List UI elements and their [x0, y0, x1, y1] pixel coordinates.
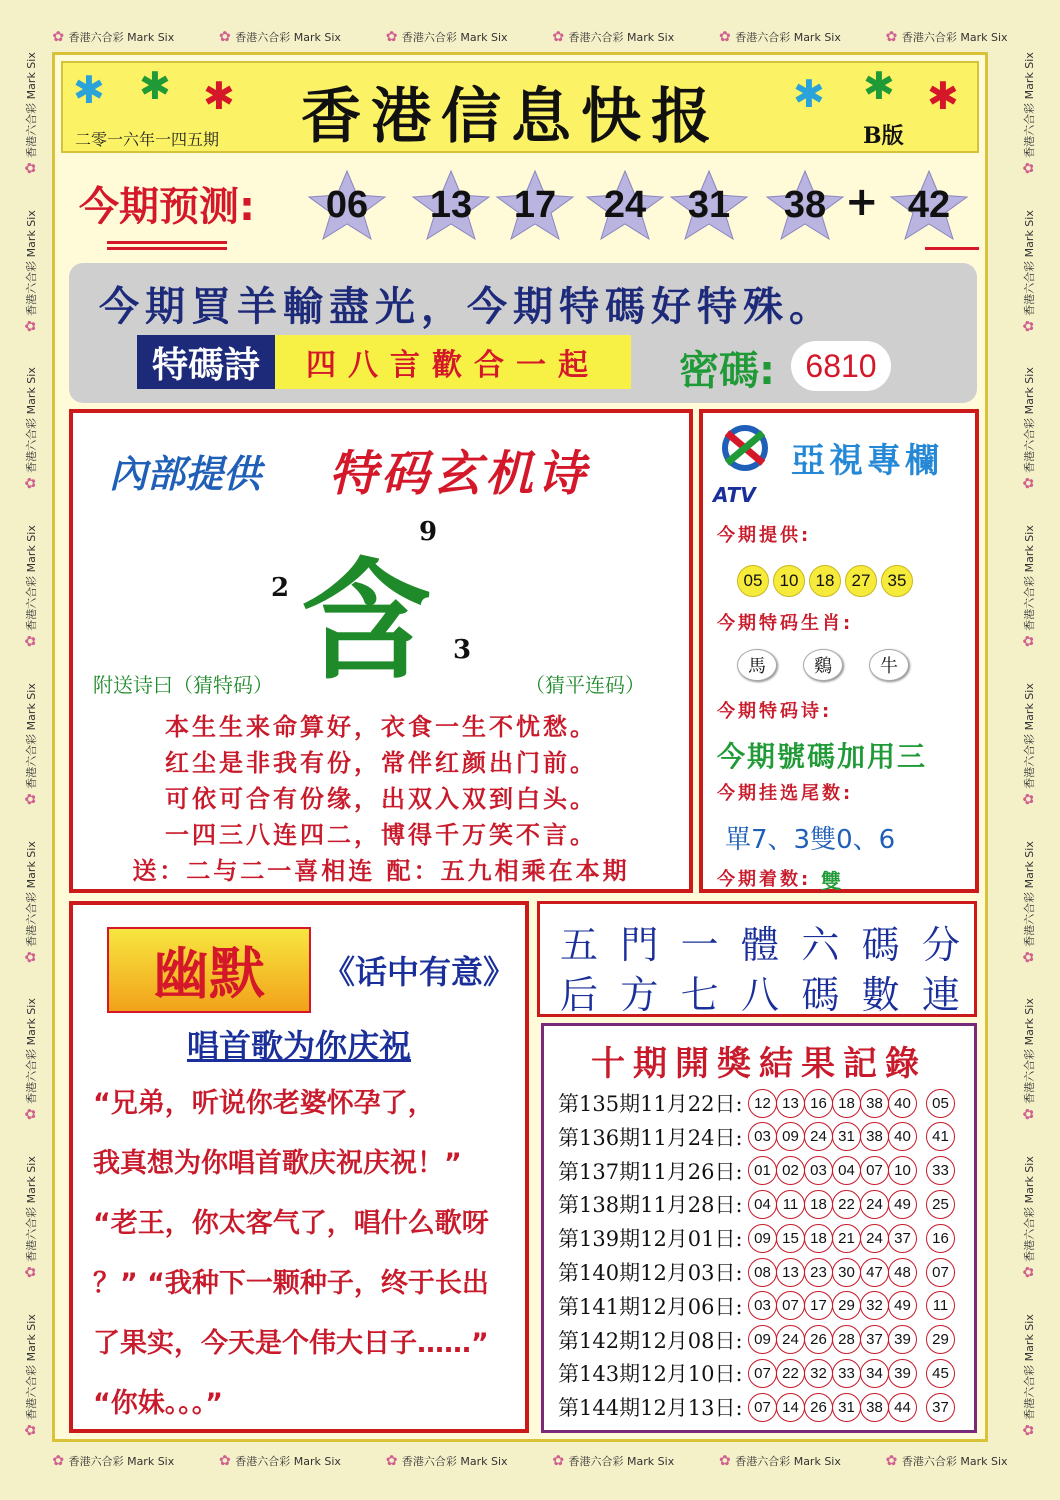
- draw-numbers: [748, 1089, 916, 1118]
- result-ball: 08: [748, 1258, 777, 1287]
- draw-numbers: [748, 1393, 916, 1422]
- result-ball: 39: [888, 1359, 917, 1388]
- watermark-text: ✿ 香港六合彩 Mark Six: [386, 1453, 508, 1469]
- result-ball: 49: [888, 1291, 917, 1320]
- special-ball: 33: [926, 1156, 955, 1185]
- prediction-number: [669, 169, 749, 241]
- result-ball: 48: [888, 1258, 917, 1287]
- table-row: [558, 1325, 954, 1355]
- result-ball: 16: [804, 1089, 833, 1118]
- gates-char: 碼: [861, 923, 900, 967]
- special-ball: 11: [926, 1291, 955, 1320]
- result-ball: 09: [748, 1224, 777, 1253]
- result-ball: 22: [832, 1190, 861, 1219]
- gates-char: 分: [921, 923, 960, 967]
- result-ball: 04: [832, 1156, 861, 1185]
- code-label: 密碼:: [679, 348, 775, 394]
- gates-char: 七: [680, 973, 719, 1017]
- result-ball: 10: [888, 1156, 917, 1185]
- header: [61, 61, 979, 153]
- zodiac-ball: 鷄: [803, 649, 843, 681]
- slogan-banner: [69, 263, 977, 403]
- verse-line: 可依可合有份缘，出双入双到白头。: [165, 785, 597, 813]
- draw-numbers: [748, 1156, 916, 1185]
- result-ball: 03: [748, 1291, 777, 1320]
- result-ball: 22: [776, 1359, 805, 1388]
- riddle-label: 內部提供: [109, 452, 262, 496]
- result-ball: 28: [832, 1325, 861, 1354]
- prediction-number: [307, 169, 387, 241]
- result-ball: 26: [804, 1325, 833, 1354]
- watermark-text: ✿ 香港六合彩 Mark Six: [23, 695, 39, 805]
- number-ball: 35: [881, 565, 913, 597]
- riddle-character: 含: [301, 545, 432, 697]
- gates-line: [560, 914, 960, 969]
- flower-icon: ✱: [793, 72, 825, 116]
- result-ball: 37: [888, 1224, 917, 1253]
- result-ball: 24: [860, 1190, 889, 1219]
- watermark-bottom: [30, 1446, 1030, 1476]
- draw-numbers: [748, 1359, 916, 1388]
- result-ball: 32: [860, 1291, 889, 1320]
- result-ball: 18: [804, 1190, 833, 1219]
- draw-date: 第143期12月10日:: [558, 1362, 743, 1387]
- result-ball: 15: [776, 1224, 805, 1253]
- flower-icon: ✱: [139, 64, 171, 108]
- humor-badge: 幽默: [107, 927, 311, 1013]
- zodiac-list: [737, 649, 909, 681]
- riddle-digit-top: 9: [419, 517, 438, 547]
- watermark-text: ✿ 香港六合彩 Mark Six: [52, 29, 174, 45]
- special-ball: 07: [926, 1258, 955, 1287]
- atv-poem-label: 今期特码诗:: [717, 701, 833, 722]
- bonus-label: 附送诗曰（猜特码）: [93, 673, 273, 697]
- watermark-text: ✿ 香港六合彩 Mark Six: [23, 537, 39, 647]
- watermark-text: ✿ 香港六合彩 Mark Six: [23, 853, 39, 963]
- result-ball: 33: [832, 1359, 861, 1388]
- atv-logo-text: ATV: [713, 483, 756, 507]
- watermark-left: [16, 40, 46, 1460]
- number-text: 06: [325, 183, 369, 226]
- draw-numbers: [748, 1122, 916, 1151]
- result-ball: 07: [776, 1291, 805, 1320]
- watermark-text: ✿ 香港六合彩 Mark Six: [552, 29, 674, 45]
- result-ball: 38: [860, 1122, 889, 1151]
- table-row: [558, 1358, 954, 1388]
- watermark-text: ✿ 香港六合彩 Mark Six: [552, 1453, 674, 1469]
- main-panel: [52, 52, 988, 1442]
- atv-poem: 今期號碼加用三: [717, 740, 928, 773]
- flower-icon: ✱: [73, 68, 105, 112]
- watermark-top: [30, 22, 1030, 52]
- watermark-text: ✿ 香港六合彩 Mark Six: [719, 1453, 841, 1469]
- number-ball: 10: [773, 565, 805, 597]
- result-ball: 03: [804, 1156, 833, 1185]
- verse-line: 本生生来命算好，衣食一生不忧愁。: [165, 713, 597, 741]
- special-ball: 25: [926, 1190, 955, 1219]
- zodiac-label: 今期特码生肖:: [717, 613, 854, 634]
- gates-char: 門: [620, 923, 659, 967]
- flower-icon: ✱: [863, 64, 895, 108]
- result-ball: 18: [832, 1089, 861, 1118]
- draw-date: 第139期12月01日:: [558, 1227, 743, 1252]
- watermark-text: ✿ 香港六合彩 Mark Six: [1021, 1168, 1037, 1278]
- result-ball: 37: [860, 1325, 889, 1354]
- result-ball: 07: [748, 1359, 777, 1388]
- result-ball: 18: [804, 1224, 833, 1253]
- humor-line: 我真想为你唱首歌庆祝庆祝！”: [93, 1148, 462, 1179]
- prediction-number: [411, 169, 491, 241]
- result-ball: 49: [888, 1190, 917, 1219]
- verse-line: 红尘是非我有份，常伴红颜出门前。: [165, 749, 597, 777]
- prediction-number: [585, 169, 665, 241]
- table-row: [558, 1156, 954, 1186]
- draw-date: 第141期12月06日:: [558, 1294, 743, 1319]
- result-ball: 24: [860, 1224, 889, 1253]
- result-ball: 29: [832, 1291, 861, 1320]
- special-ball: 29: [926, 1325, 955, 1354]
- humor-subtitle: 《话中有意》: [323, 953, 516, 991]
- gates-char: 后: [560, 973, 599, 1017]
- humor-title: 唱首歌为你庆祝: [186, 1027, 411, 1065]
- gates-line: [560, 964, 960, 1019]
- result-ball: 12: [748, 1089, 777, 1118]
- dual-label: 今期着数:: [717, 869, 812, 890]
- number-text: 24: [603, 183, 647, 226]
- number-text: 31: [687, 183, 731, 226]
- table-row: [558, 1189, 954, 1219]
- watermark-text: ✿ 香港六合彩 Mark Six: [219, 29, 341, 45]
- divider: [107, 247, 227, 250]
- riddle-box: [69, 409, 693, 893]
- special-ball: 45: [926, 1359, 955, 1388]
- special-ball: 41: [926, 1122, 955, 1151]
- result-ball: 04: [748, 1190, 777, 1219]
- number-ball: 27: [845, 565, 877, 597]
- result-ball: 07: [860, 1156, 889, 1185]
- five-gates-box: [537, 901, 977, 1017]
- table-row: [558, 1088, 954, 1118]
- humor-line: “老王，你太客气了，唱什么歌呀: [93, 1208, 489, 1239]
- provide-label: 今期提供:: [717, 525, 812, 546]
- gates-char: 五: [560, 923, 599, 967]
- slogan: 今期買羊輸盡光，今期特碼好特殊。: [99, 284, 835, 330]
- watermark-text: ✿ 香港六合彩 Mark Six: [23, 1168, 39, 1278]
- page-title: 香港信息快报: [301, 82, 721, 152]
- humor-line: ？” “我种下一颗种子，终于长出: [93, 1268, 489, 1299]
- result-ball: 26: [804, 1393, 833, 1422]
- tail-value: 單7、3雙0、6: [725, 825, 896, 855]
- zodiac-ball: 馬: [737, 649, 777, 681]
- result-ball: 31: [832, 1393, 861, 1422]
- result-ball: 47: [860, 1258, 889, 1287]
- result-ball: 34: [860, 1359, 889, 1388]
- bonus-label: （猜平连码）: [525, 673, 645, 697]
- number-text: 42: [907, 183, 951, 226]
- gates-char: 方: [620, 973, 659, 1017]
- result-ball: 11: [776, 1190, 805, 1219]
- result-ball: 32: [804, 1359, 833, 1388]
- watermark-text: ✿ 香港六合彩 Mark Six: [1021, 64, 1037, 174]
- gates-char: 體: [740, 923, 779, 967]
- result-ball: 44: [888, 1393, 917, 1422]
- table-row: [558, 1291, 954, 1321]
- result-ball: 23: [804, 1258, 833, 1287]
- watermark-text: ✿ 香港六合彩 Mark Six: [23, 1010, 39, 1120]
- results-box: [541, 1023, 977, 1433]
- draw-numbers: [748, 1258, 916, 1287]
- code-value: 6810: [791, 341, 891, 391]
- humor-line: 了果实，今天是个伟大日子……”: [93, 1328, 489, 1359]
- result-ball: 24: [776, 1325, 805, 1354]
- watermark-text: ✿ 香港六合彩 Mark Six: [719, 29, 841, 45]
- atv-logo-icon: [713, 423, 777, 473]
- gates-char: 八: [740, 973, 779, 1017]
- watermark-text: ✿ 香港六合彩 Mark Six: [1021, 379, 1037, 489]
- verse-line: 一四三八连四二，博得千万笑不言。: [165, 821, 597, 849]
- watermark-text: ✿ 香港六合彩 Mark Six: [886, 29, 1008, 45]
- watermark-text: ✿ 香港六合彩 Mark Six: [23, 222, 39, 332]
- watermark-text: ✿ 香港六合彩 Mark Six: [386, 29, 508, 45]
- draw-numbers: [748, 1190, 916, 1219]
- atv-column: [699, 409, 979, 893]
- plus-sign: +: [845, 179, 879, 225]
- riddle-digit-bottom: 3: [453, 635, 472, 665]
- edition-label: B版: [863, 123, 904, 149]
- prediction-number: [765, 169, 845, 241]
- table-row: [558, 1257, 954, 1287]
- result-ball: 09: [748, 1325, 777, 1354]
- result-ball: 13: [776, 1089, 805, 1118]
- poem-label: 特碼詩: [137, 335, 275, 389]
- result-ball: 02: [776, 1156, 805, 1185]
- result-ball: 38: [860, 1393, 889, 1422]
- table-row: [558, 1392, 954, 1422]
- special-ball: 37: [926, 1393, 955, 1422]
- special-ball: 16: [926, 1224, 955, 1253]
- table-row: [558, 1223, 954, 1253]
- issue-number: 二零一六年一四五期: [75, 130, 220, 149]
- watermark-text: ✿ 香港六合彩 Mark Six: [219, 1453, 341, 1469]
- divider: [107, 241, 227, 244]
- watermark-text: ✿ 香港六合彩 Mark Six: [1021, 537, 1037, 647]
- draw-date: 第137期11月26日:: [558, 1159, 743, 1184]
- flower-icon: ✱: [927, 74, 959, 118]
- result-ball: 30: [832, 1258, 861, 1287]
- watermark-text: ✿ 香港六合彩 Mark Six: [23, 379, 39, 489]
- result-ball: 03: [748, 1122, 777, 1151]
- dual-value: 雙: [821, 869, 841, 893]
- draw-date: 第136期11月24日:: [558, 1125, 743, 1150]
- watermark-text: ✿ 香港六合彩 Mark Six: [52, 1453, 174, 1469]
- result-ball: 09: [776, 1122, 805, 1151]
- watermark-text: ✿ 香港六合彩 Mark Six: [1021, 853, 1037, 963]
- draw-date: 第135期11月22日:: [558, 1092, 743, 1116]
- watermark-text: ✿ 香港六合彩 Mark Six: [886, 1453, 1008, 1469]
- prediction-special: [889, 169, 969, 241]
- provide-numbers: [737, 565, 913, 597]
- watermark-text: ✿ 香港六合彩 Mark Six: [1021, 222, 1037, 332]
- result-ball: 38: [860, 1089, 889, 1118]
- humor-box: [69, 901, 529, 1433]
- riddle-title: 特码玄机诗: [329, 446, 590, 502]
- watermark-text: ✿ 香港六合彩 Mark Six: [1021, 695, 1037, 805]
- number-ball: 18: [809, 565, 841, 597]
- draw-numbers: [748, 1224, 916, 1253]
- result-ball: 17: [804, 1291, 833, 1320]
- special-ball: 05: [926, 1089, 955, 1118]
- draw-date: 第142期12月08日:: [558, 1328, 743, 1353]
- result-ball: 13: [776, 1258, 805, 1287]
- results-title: 十期開獎結果記錄: [591, 1044, 927, 1084]
- gates-char: 連: [921, 973, 960, 1017]
- result-ball: 24: [804, 1122, 833, 1151]
- watermark-text: ✿ 香港六合彩 Mark Six: [1021, 1326, 1037, 1436]
- number-text: 17: [513, 183, 557, 226]
- atv-title: 亞視專欄: [791, 441, 943, 481]
- prediction-number: [495, 169, 575, 241]
- number-ball: 05: [737, 565, 769, 597]
- draw-date: 第138期11月28日:: [558, 1193, 743, 1218]
- result-ball: 21: [832, 1224, 861, 1253]
- watermark-right: [1014, 40, 1044, 1460]
- zodiac-ball: 牛: [869, 649, 909, 681]
- draw-numbers: [748, 1325, 916, 1354]
- result-ball: 07: [748, 1393, 777, 1422]
- gates-char: 數: [861, 973, 900, 1017]
- humor-line: “你妹。。。”: [93, 1388, 223, 1419]
- gates-char: 六: [801, 923, 840, 967]
- watermark-text: ✿ 香港六合彩 Mark Six: [23, 1326, 39, 1436]
- result-ball: 39: [888, 1325, 917, 1354]
- table-row: [558, 1122, 954, 1152]
- number-text: 38: [783, 183, 827, 226]
- poem-text: 四八言歡合一起: [275, 335, 631, 389]
- watermark-text: ✿ 香港六合彩 Mark Six: [23, 64, 39, 174]
- result-ball: 01: [748, 1156, 777, 1185]
- humor-line: “兄弟，听说你老婆怀孕了，: [93, 1088, 435, 1119]
- draw-date: 第140期12月03日:: [558, 1261, 743, 1285]
- result-ball: 40: [888, 1122, 917, 1151]
- gates-char: 碼: [801, 973, 840, 1017]
- result-ball: 31: [832, 1122, 861, 1151]
- prediction-label: 今期预测:: [79, 184, 255, 230]
- draw-date: 第144期12月13日:: [558, 1396, 743, 1421]
- result-ball: 14: [776, 1393, 805, 1422]
- verse-line: 送：二与二一喜相连 配：五九相乘在本期: [132, 857, 630, 885]
- flower-icon: ✱: [203, 74, 235, 118]
- divider: [925, 247, 979, 250]
- tail-label: 今期挂选尾数:: [717, 783, 854, 804]
- result-ball: 40: [888, 1089, 917, 1118]
- riddle-digit-left: 2: [271, 573, 290, 603]
- watermark-text: ✿ 香港六合彩 Mark Six: [1021, 1010, 1037, 1120]
- number-text: 13: [429, 183, 473, 226]
- draw-numbers: [748, 1291, 916, 1320]
- gates-char: 一: [680, 923, 719, 967]
